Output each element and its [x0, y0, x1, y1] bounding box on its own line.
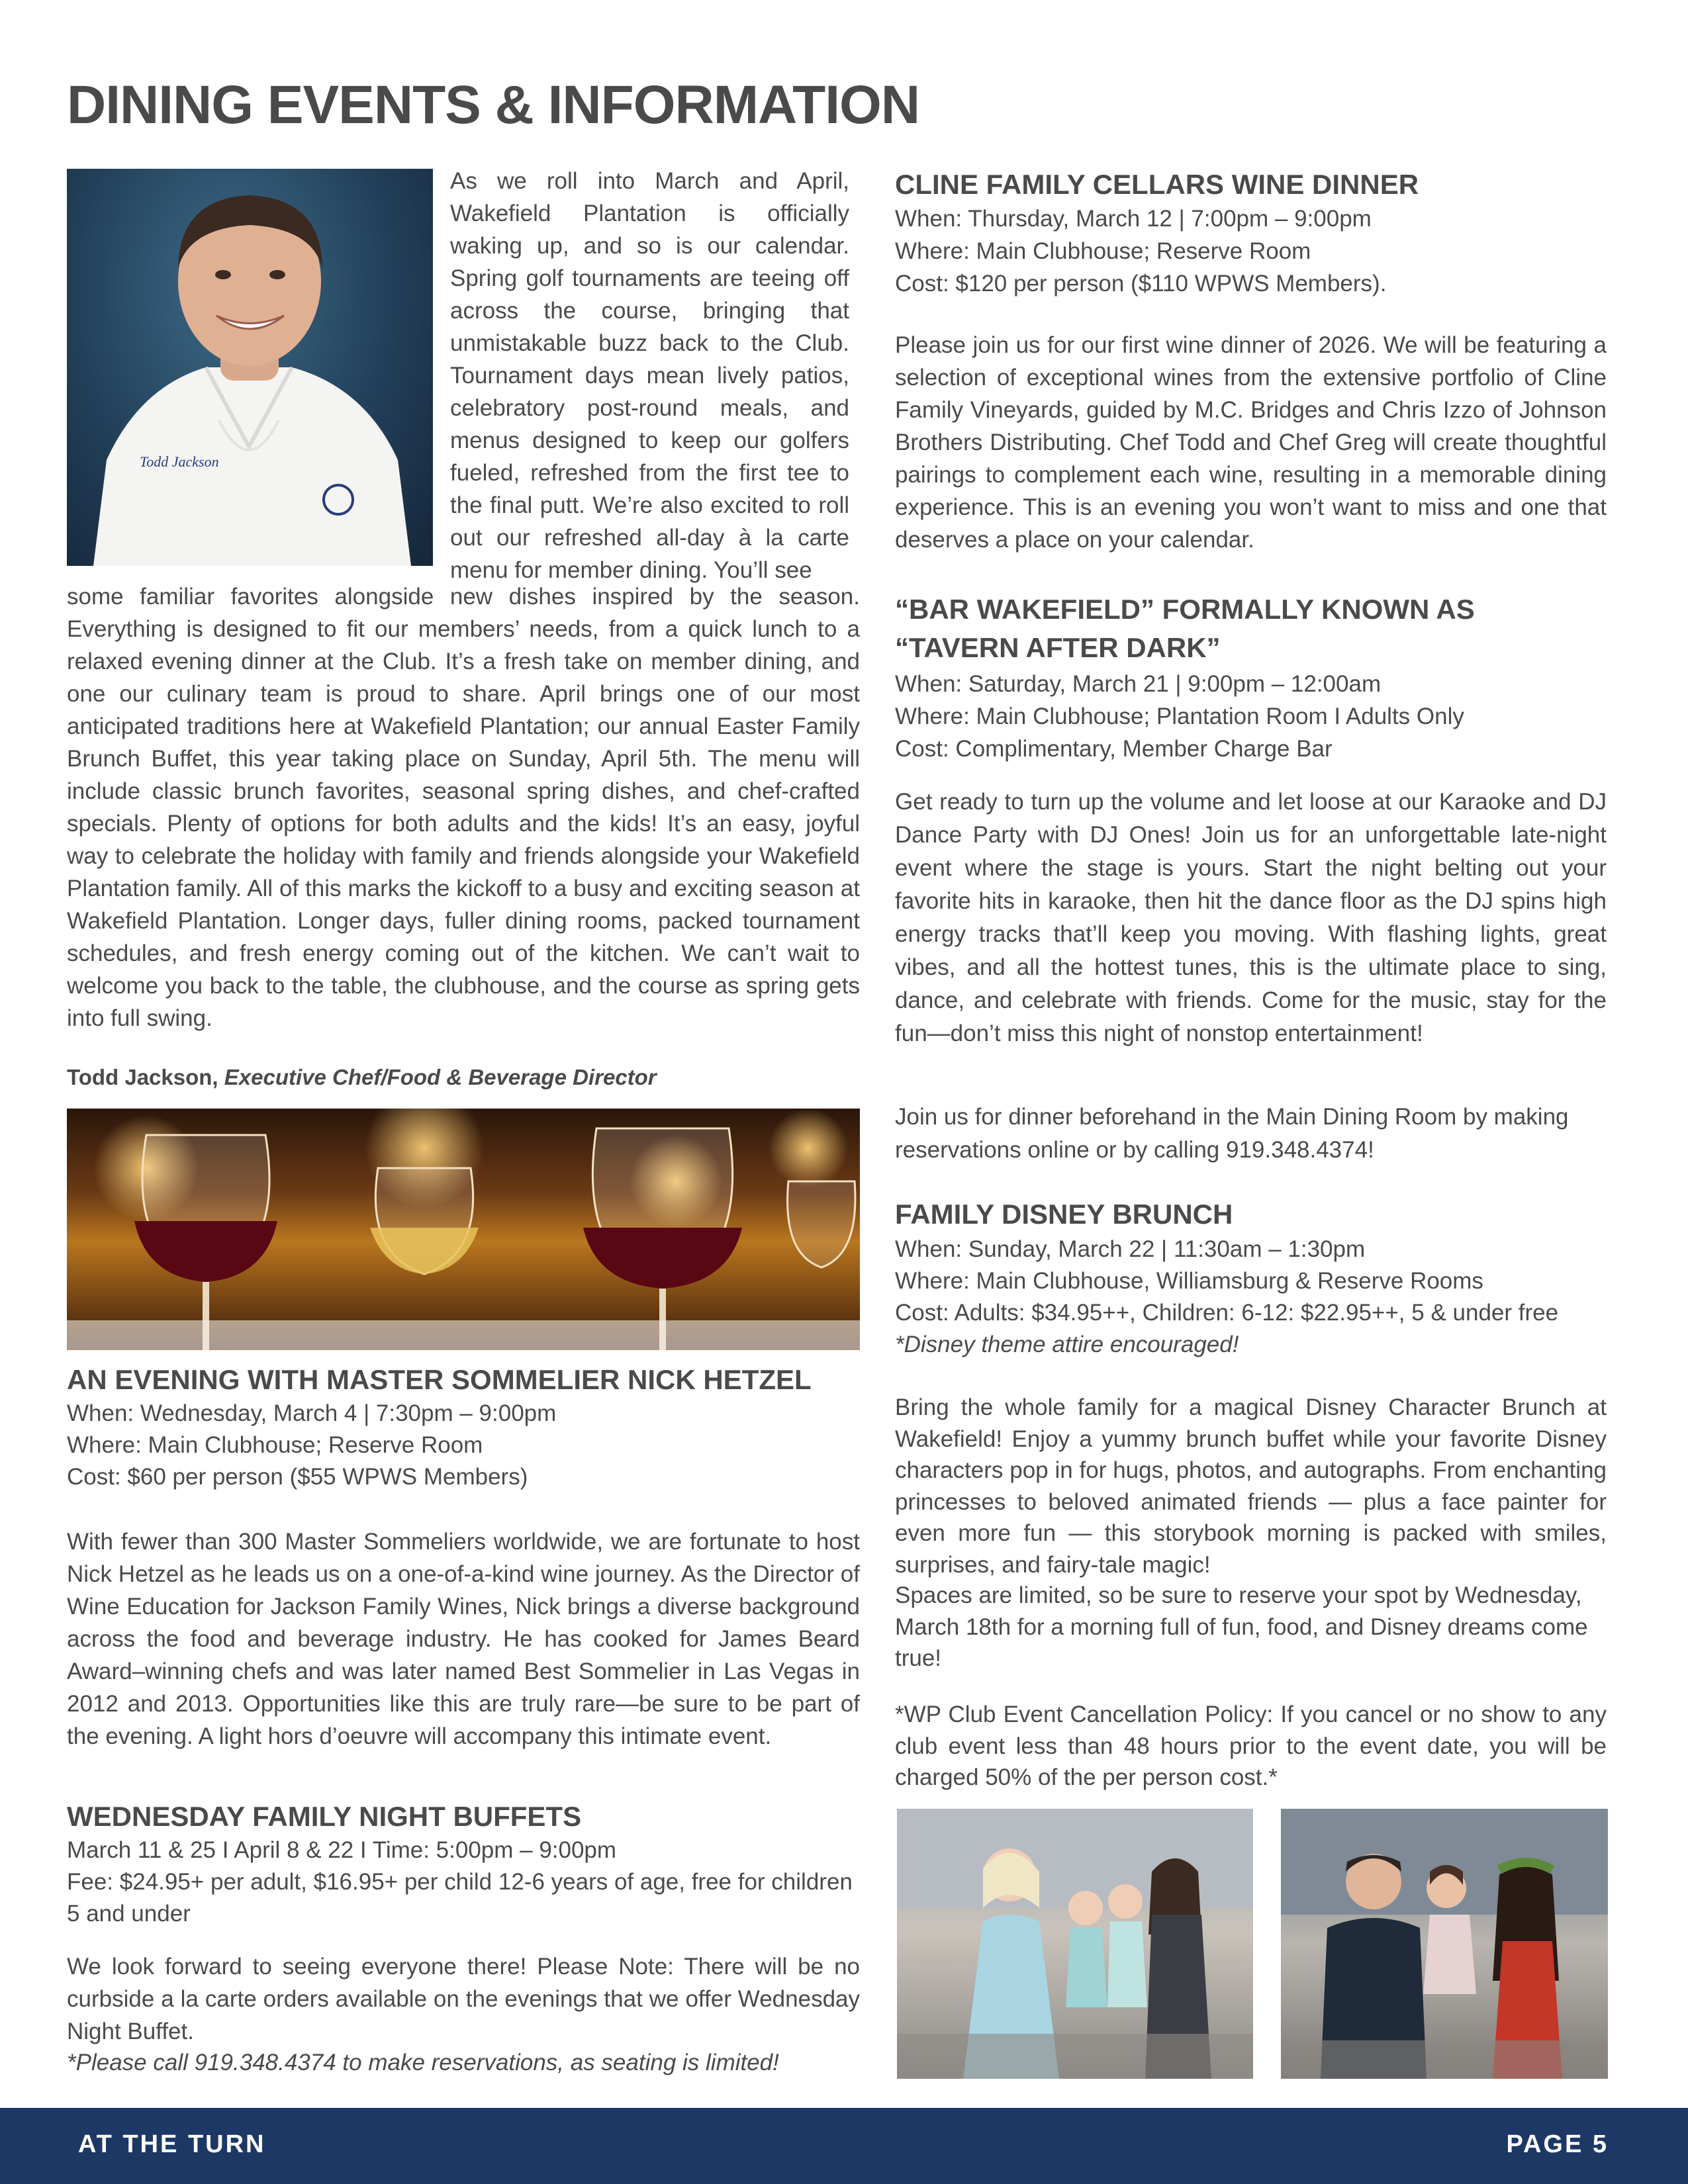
sommelier-body: With fewer than 300 Master Sommeliers worldwide, we are fortunate to host Nick Hetzel as he leads us on a one-of-a-kind wine journey. As the Director of Wine Education for Jackson Family Wines, Nick brings a diverse background across the food and beverage industry. He has cooked for James Beard Award–winning chefs and was later named Best Sommelier in Las Vegas in 2012 and 2013. Opportunities like this are truly rare—be sure to be part of the evening. A light hors d’oeuvre will accompany this intimate event. [67, 1529, 860, 1749]
bar-when: When: Saturday, March 21 | 9:00pm – 12:00am [895, 671, 1382, 697]
chef-photo [67, 169, 433, 566]
cline-when: When: Thursday, March 12 | 7:00pm – 9:00pm [895, 206, 1372, 232]
signature [67, 1062, 657, 1093]
disney-heading: FAMILY DISNEY BRUNCH [895, 1199, 1233, 1230]
sommelier-cost: Cost: $60 per person ($55 WPWS Members) [67, 1464, 528, 1490]
svg-text:Todd Jackson: Todd Jackson [140, 453, 219, 470]
bar-heading-line1: “BAR WAKEFIELD” FORMALLY KNOWN AS [895, 594, 1475, 625]
disney-attire: *Disney theme attire encouraged! [895, 1332, 1239, 1357]
footer-publication-name: AT THE TURN [78, 2130, 266, 2158]
buffets-fee: Fee: $24.95+ per adult, $16.95+ per child 12-6 years of age, free for children 5 and under [67, 1869, 853, 1927]
signature-title: Executive Chef/Food & Beverage Director [224, 1065, 657, 1089]
intro-wrapped-text: As we roll into March and April, Wakefield Plantation is officially waking up, and so is our calendar. Spring golf tournaments are teeing off across the course, bringing that unmistakable buzz back to the Club. Tournament days mean lively patios, celebratory post-round meals, and menus designed to keep our golfers fueled, refreshed from the first tee to the final putt. We’re also excited to roll out our refreshed all-day à la carte menu for member dining. You’ll see [450, 168, 849, 583]
buffets-body: We look forward to seeing everyone there! Please Note: There will be no curbside a la carte orders available on the evenings that we offer Wednesday Night Buffet. [67, 1954, 860, 2044]
disney-brunch-photo-1 [897, 1809, 1253, 2079]
disney-when: When: Sunday, March 22 | 11:30am – 1:30pm [895, 1236, 1366, 1262]
signature-name: Todd Jackson, [67, 1065, 218, 1089]
page-title: DINING EVENTS & INFORMATION [67, 75, 920, 135]
cline-body: Please join us for our first wine dinner of 2026. We will be featuring a selection of exceptional wines from the extensive portfolio of Cline Family Vineyards, guided by M.C. Bridges and Chris Izzo of Johnson Brothers Distributing. Chef Todd and Chef Greg will create thoughtful pairings to complement each wine, resulting in a memorable dining experience. This is an evening you won’t want to miss and one that deserves a place on your calendar. [895, 332, 1607, 553]
cancellation-policy: *WP Club Event Cancellation Policy: If you cancel or no show to any club event less than 48 hours prior to the event date, you will be charged 50% of the per person cost.* [895, 1702, 1607, 1790]
buffets-note: *Please call 919.348.4374 to make reservations, as seating is limited! [67, 2050, 779, 2075]
disney-where: Where: Main Clubhouse, Williamsburg & Reserve Rooms [895, 1268, 1483, 1294]
bar-where: Where: Main Clubhouse; Plantation Room I Adults Only [895, 704, 1464, 729]
sommelier-where: Where: Main Clubhouse; Reserve Room [67, 1432, 483, 1458]
bar-dinner: Join us for dinner beforehand in the Main Dining Room by making reservations online or by calling 919.348.4374! [895, 1104, 1569, 1163]
disney-reserve: Spaces are limited, so be sure to reserve your spot by Wednesday, March 18th for a morning full of fun, food, and Disney dreams come true! [895, 1582, 1588, 1671]
buffets-dates: March 11 & 25 I April 8 & 22 I Time: 5:00pm – 9:00pm [67, 1837, 617, 1863]
chef-portrait-illustration [67, 169, 433, 566]
wine-glasses-illustration [67, 1109, 860, 1350]
buffets-heading: WEDNESDAY FAMILY NIGHT BUFFETS [67, 1801, 582, 1832]
disney-brunch-photo-2 [1281, 1809, 1608, 2079]
cline-where: Where: Main Clubhouse; Reserve Room [895, 238, 1311, 264]
sommelier-heading: AN EVENING WITH MASTER SOMMELIER NICK HETZEL [67, 1364, 812, 1395]
wine-glasses-photo [67, 1109, 860, 1350]
footer-page-number: PAGE 5 [1506, 2130, 1609, 2158]
intro-text: some familiar favorites alongside new dishes inspired by the season. Everything is designed to fit our members’ needs, from a quick lunch to a relaxed evening dinner at the Club. It’s a fresh take on member dining, and one our culinary team is proud to share. April brings one of our most anticipated traditions here at Wakefield Plantation; our annual Easter Family Brunch Buffet, this year taking place on Sunday, April 5th. The menu will include classic brunch favorites, seasonal spring dishes, and chef-crafted specials. Plenty of options for both adults and the kids! It’s an easy, joyful way to celebrate the holiday with family and friends alongside your Wakefield Plantation family. All of this marks the kickoff to a busy and exciting season at Wakefield Plantation. Longer days, fuller dining rooms, packed tournament schedules, and fresh energy coming out of the kitchen. We can’t wait to welcome you back to the table, the clubhouse, and the course as spring gets into full swing. [67, 584, 860, 1031]
disney-cost: Cost: Adults: $34.95++, Children: 6-12: $22.95++, 5 & under free [895, 1300, 1559, 1326]
cline-heading: CLINE FAMILY CELLARS WINE DINNER [895, 169, 1419, 200]
bar-body: Get ready to turn up the volume and let loose at our Karaoke and DJ Dance Party with DJ Ones! Join us for an unforgettable late-night event where the stage is yours. Start the night belting out your favorite hits in karaoke, then hit the dance floor as the DJ spins high energy tracks that’ll keep you moving. With flashing lights, great vibes, and all the hottest tunes, this is the ultimate place to sing, dance, and celebrate with friends. Come for the music, stay for the fun—don’t miss this night of nonstop entertainment! [895, 789, 1607, 1046]
cline-cost: Cost: $120 per person ($110 WPWS Members). [895, 271, 1387, 296]
bar-heading-line2: “TAVERN AFTER DARK” [895, 632, 1221, 663]
moana-with-family-illustration [1281, 1809, 1608, 2079]
sommelier-when: When: Wednesday, March 4 | 7:30pm – 9:00pm [67, 1400, 557, 1426]
disney-body: Bring the whole family for a magical Disney Character Brunch at Wakefield! Enjoy a yummy brunch buffet while your favorite Disney characters pop in for hugs, photos, and autographs. From enchanting princesses to beloved animated friends — plus a face painter for even more fun — this storybook morning is packed with smiles, surprises, and fairy-tale magic! [895, 1394, 1607, 1578]
princess-with-children-illustration [897, 1809, 1253, 2079]
bar-cost: Cost: Complimentary, Member Charge Bar [895, 736, 1333, 762]
